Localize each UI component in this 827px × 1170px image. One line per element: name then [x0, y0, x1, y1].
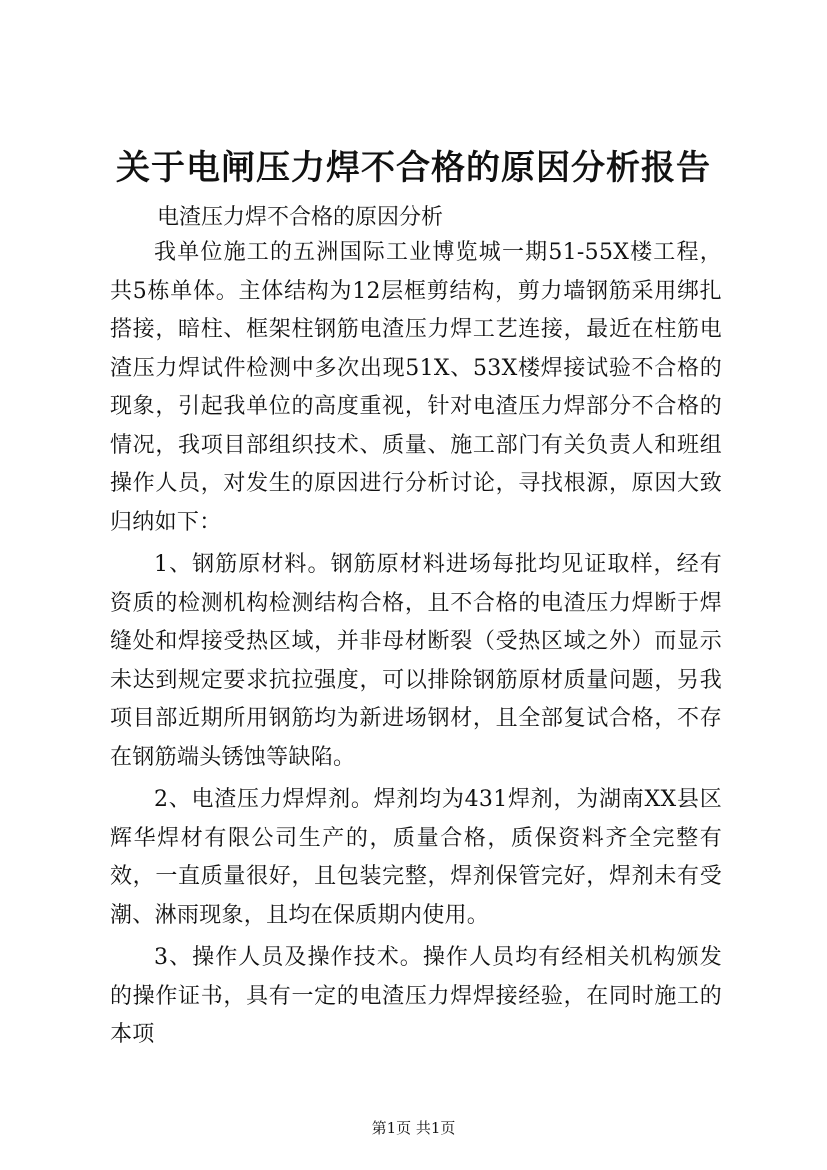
- paragraph-operators: 3、操作人员及操作技术。操作人员均有经相关机构颁发的操作证书，具有一定的电渣压力焊焊接经验，在同时施工的本项: [110, 945, 722, 1047]
- paragraph-flux: 2、电渣压力焊焊剂。焊剂均为431焊剂，为湖南XX县区辉华焊材有限公司生产的，质量合格，质保资料齐全完整有效，一直质量很好，且包装完整，焊剂保管完好，焊剂未有受潮、淋雨现象，且均在保质期内使用。: [110, 787, 722, 928]
- paragraph-intro: 我单位施工的五洲国际工业博览城一期51-55X楼工程，共5栋单体。主体结构为12层框剪结构，剪力墙钢筋采用绑扎搭接，暗柱、框架柱钢筋电渣压力焊工艺连接，最近在柱筋电渣压力焊试件检测中多次出现51X、53X楼焊接试验不合格的现象，引起我单位的高度重视，针对电渣压力焊部分不合格的情况，我项目部组织技术、质量、施工部门有关负责人和班组操作人员，对发生的原因进行分析讨论，寻找根源，原因大致归纳如下：: [110, 240, 722, 535]
- page-footer: 第1页 共1页: [371, 1119, 456, 1137]
- document-title: 关于电闸压力焊不合格的原因分析报告: [116, 148, 711, 188]
- document-subtitle: 电渣压力焊不合格的原因分析: [157, 205, 444, 230]
- document-body: [110, 234, 722, 1059]
- paragraph-steel-material: 1、钢筋原材料。钢筋原材料进场每批均见证取样，经有资质的检测机构检测结构合格，且不合格的电渣压力焊断于焊缝处和焊接受热区域，并非母材断裂（受热区域之外）而显示未达到规定要求抗拉强度，可以排除钢筋原材质量问题，另我项目部近期所用钢筋均为新进场钢材，且全部复试合格，不存在钢筋端头锈蚀等缺陷。: [110, 552, 722, 770]
